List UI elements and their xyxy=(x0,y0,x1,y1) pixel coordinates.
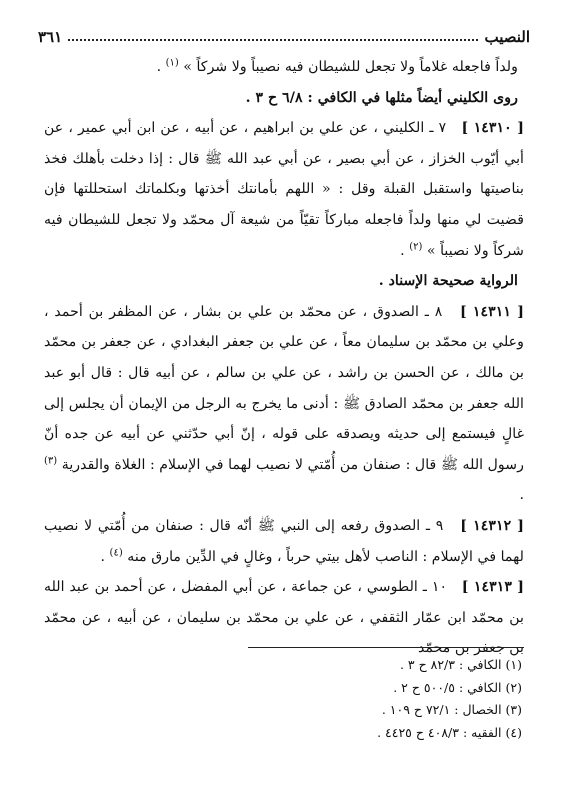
chain-note-text: الرواية صحيحة الإسناد . xyxy=(378,273,518,290)
paragraph-text: ولداً فاجعله غلاماً ولا تجعل للشيطان فيه نصيباً ولا شركاً » xyxy=(183,59,518,75)
paragraph-tail: . xyxy=(156,59,162,75)
main-text xyxy=(44,52,524,664)
source-note xyxy=(44,83,524,114)
hadith-text: ٧ ـ الكليني ، عن علي بن ابراهيم ، عن أبيه ، عن ابن أبي عمير ، عن أبي أيّوب الخزاز ، عن أبي بصير ، عن أبي عبد الله ﷺ قال : إذا دخلت بأهلك فخذ بناصيتها واستقبل القبلة وقل : « اللهم بأمانتك أخذتها وبكلماتك استحللتها فإن قضيت لي منها ولداً فاجعله مباركاً تقيّاً من شيعة آل محمّد ولا تجعل للشيطان فيه شركاً ولا نصيباً » xyxy=(44,120,524,259)
footnotes xyxy=(200,654,522,744)
hadith-text: ٩ ـ الصدوق رفعه إلى النبي ﷺ أنّه قال : صنفان من أُمّتي لا نصيب لهما في الإسلام : الناصب لأهل بيتي حرباً ، وغالٍ في الدِّين مارق منه xyxy=(44,517,524,565)
hadith-tail: . xyxy=(519,487,524,504)
hadith-number: [ ١٤٣١٣ ] xyxy=(461,579,524,596)
hadith-entry xyxy=(44,297,524,511)
hadith-tail: . xyxy=(400,242,405,259)
footnote: (٤) الفقيه : ٤٠٨/٣ ح ٤٤٢٥ . xyxy=(377,724,522,740)
hadith-tail: . xyxy=(100,548,106,565)
hadith-number: [ ١٤٣١٠ ] xyxy=(461,120,525,137)
hadith-text: ٨ ـ الصدوق ، عن محمّد بن علي بن بشار ، عن المظفر بن أحمد ، وعلي بن محمّد بن سليمان معاً ، عن علي بن جعفر البغدادي ، عن جعفر بن محمّد بن مالك ، عن الحسن بن راشد ، عن علي بن سالم ، عن أبيه قال : قال أبو عبد الله جعفر بن محمّد الصادق ﷺ : أدنى ما يخرج به الرجل من الإيمان أن يجلس إلى غالٍ فيستمع إلى حديثه ويصدقه على قوله ، إنّ أبي حدّثني عن أبيه عن جده أنّ رسول الله ﷺ قال : صنفان من أُمّتي لا نصيب لهما في الإسلام : الغلاة والقدرية xyxy=(44,303,524,473)
footnote: (١) الكافي : ٨٢/٣ ح ٣ . xyxy=(399,657,522,672)
footnote-ref: (٢) xyxy=(409,240,423,252)
hadith-number: [ ١٤٣١٢ ] xyxy=(460,517,524,534)
hadith-text: ١٠ ـ الطوسي ، عن جماعة ، عن أبي المفضل ، عن أحمد بن عبد الله بن محمّد ابن عمّار الثقفي ، عن علي بن محمّد بن سليمان ، عن أبيه ، عن محمّد بن جعفر بن محمّد xyxy=(44,579,524,657)
source-note-text: روى الكليني أيضاً مثلها في الكافي : ٦/٨ ح ٣ . xyxy=(245,89,518,106)
page-number: ٣٦١ xyxy=(38,28,63,46)
hadith-entry xyxy=(44,572,524,664)
chapter-title: النصيب xyxy=(484,28,530,46)
page-header xyxy=(38,22,530,46)
footnote: (٢) الكافي : ٥٠٠/٥ ح ٢ . xyxy=(393,679,522,695)
footnote-ref: (١) xyxy=(165,57,179,69)
footnote: (٣) الخصال : ٧٢/١ ح ١٠٩ . xyxy=(381,702,522,717)
hadith-entry xyxy=(44,511,524,572)
footnote-ref: (٣) xyxy=(44,454,58,466)
chain-note xyxy=(44,266,524,297)
paragraph xyxy=(44,52,524,83)
hadith-entry xyxy=(44,113,524,266)
footnote-separator xyxy=(248,647,524,648)
hadith-number: [ ١٤٣١١ ] xyxy=(459,303,525,320)
header-leader-dots xyxy=(68,39,478,41)
footnote-ref: (٤) xyxy=(109,546,123,558)
